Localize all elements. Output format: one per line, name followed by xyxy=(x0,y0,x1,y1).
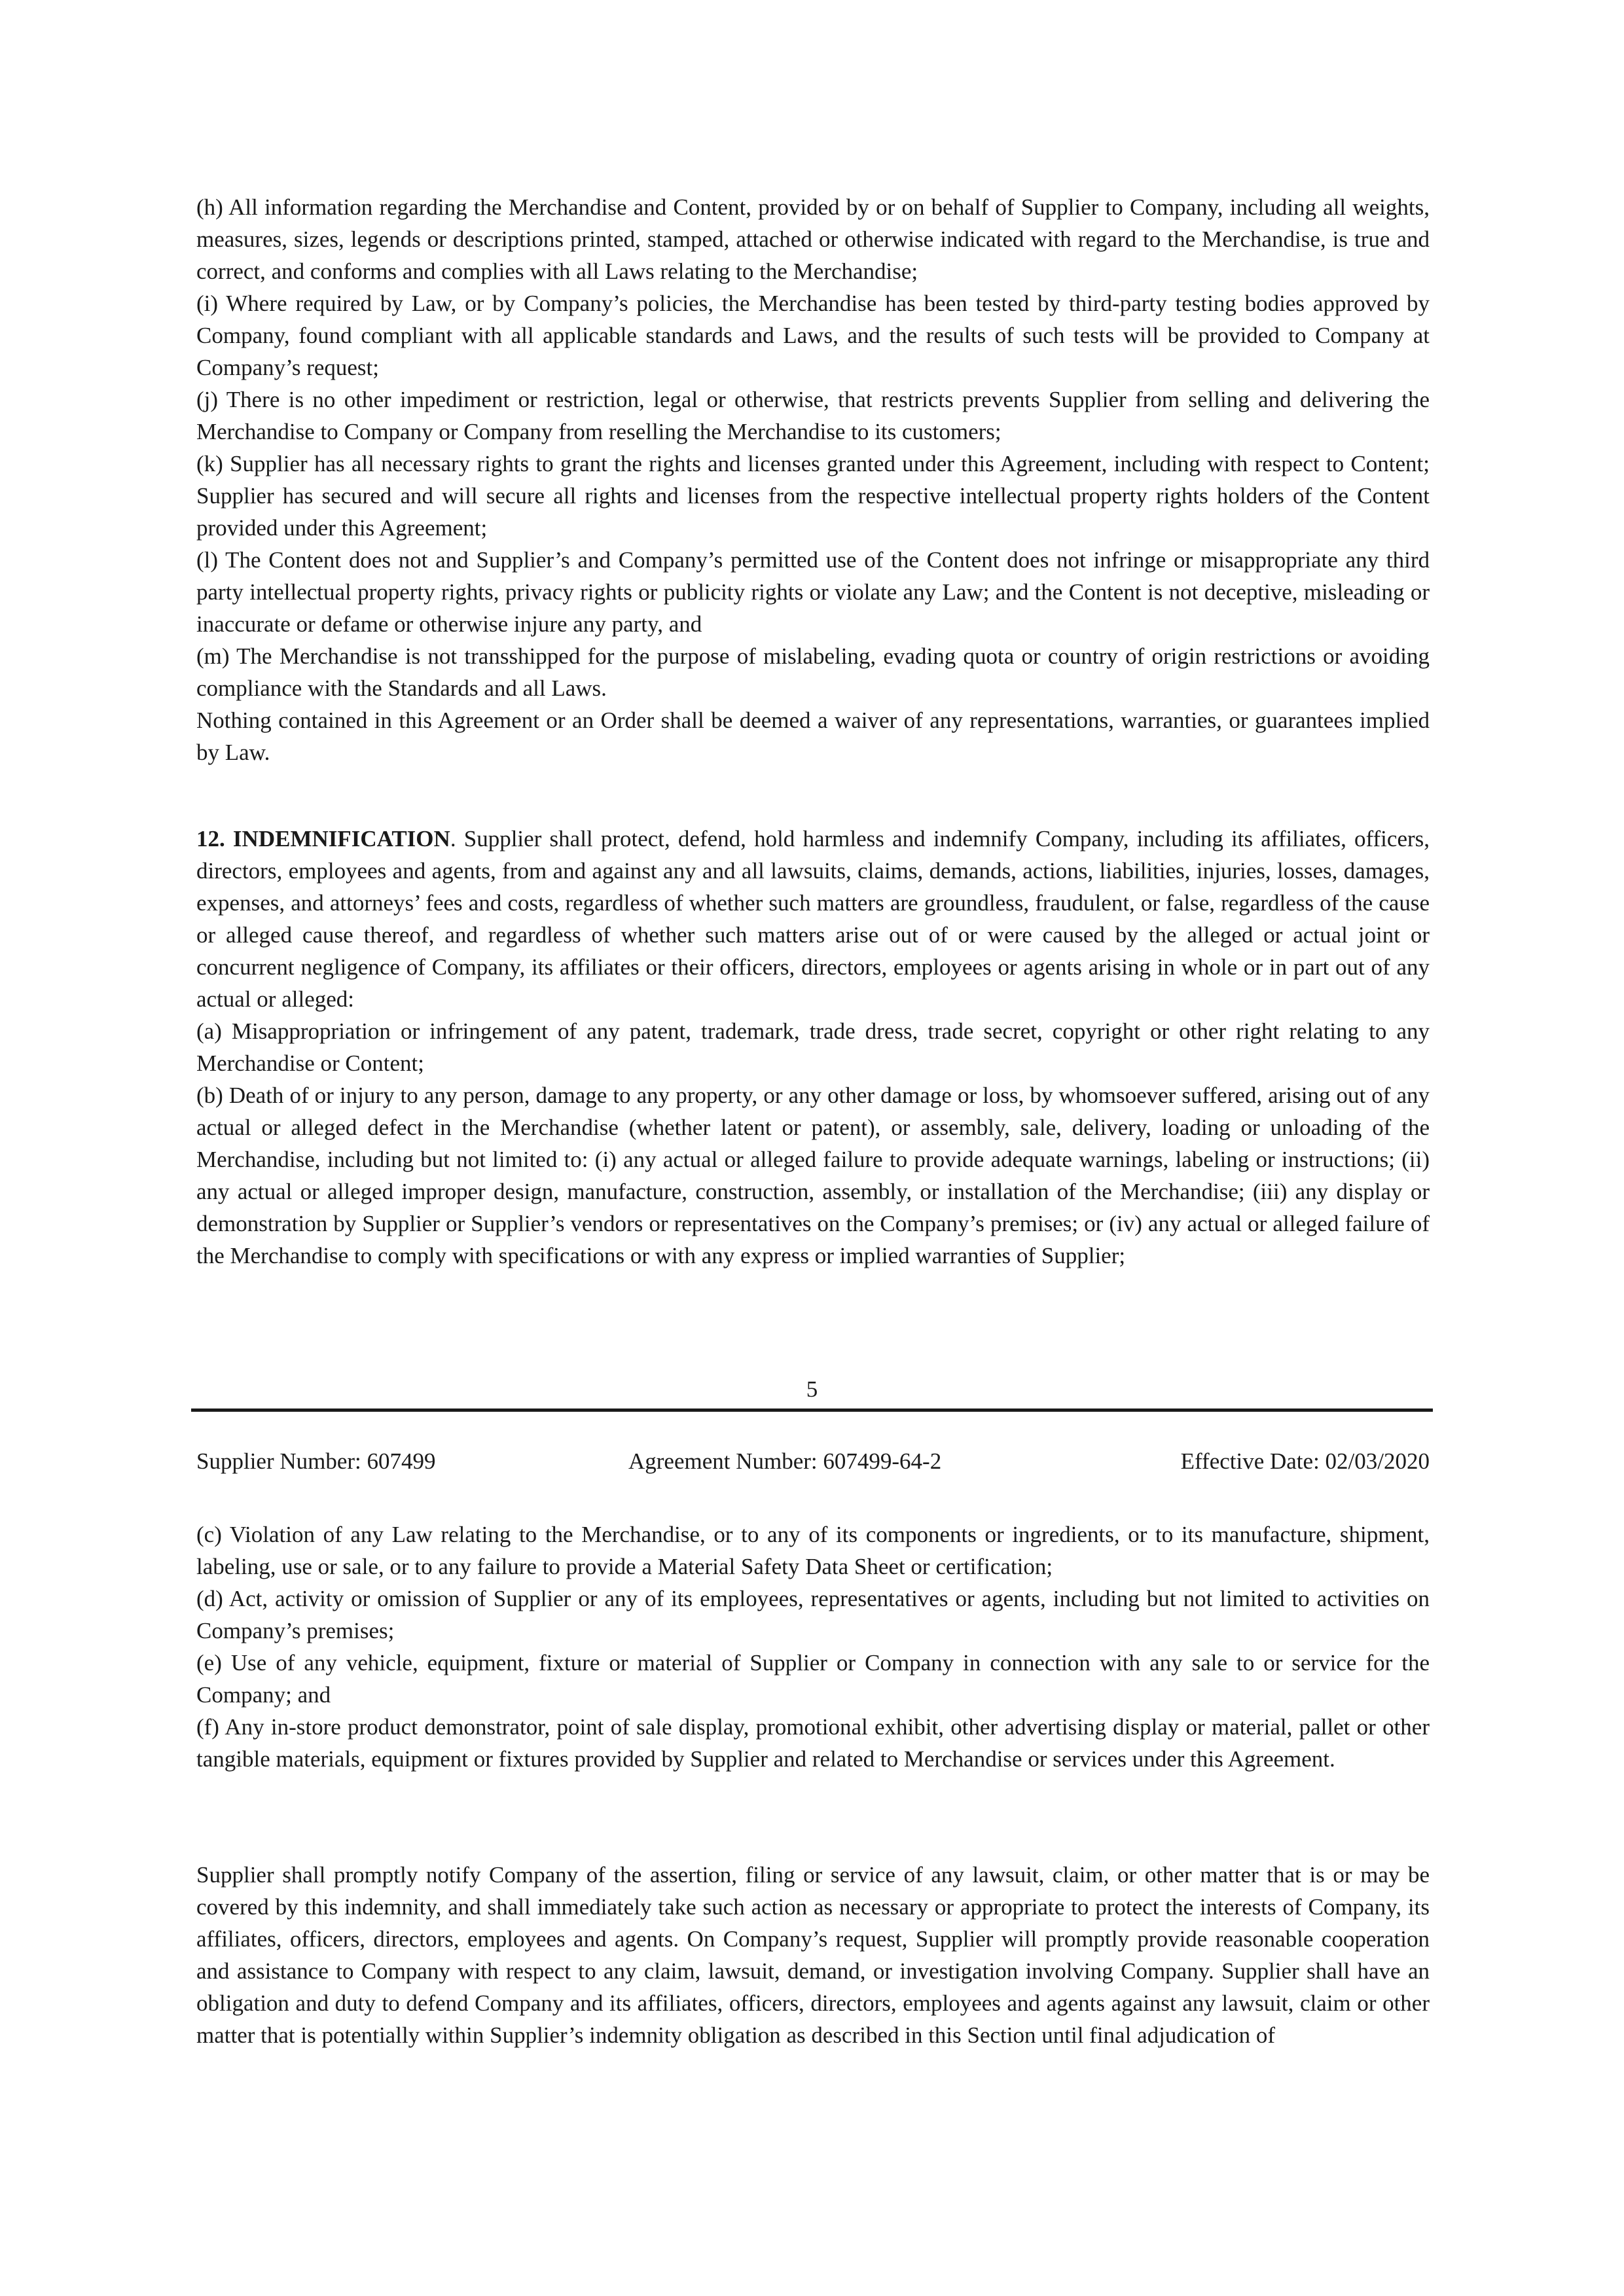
warranty-l: (l) The Content does not and Supplier’s and Company’s permitted use of the Content does not infringe or misappropriate any third party intellectual property rights, privacy rights or publicity rights or violate any Law; and the Content is not deceptive, misleading or inaccurate or defame or otherwise injure any party, and xyxy=(196,547,1430,637)
warranty-h: (h) All information regarding the Merchandise and Content, provided by or on behalf of Supplier to Company, including all weights, measures, sizes, legends or descriptions printed, stamped, attached or otherwise indicated with regard to the Merchandise, is true and correct, and conforms and complies with all Laws relating to the Merchandise; xyxy=(196,194,1430,284)
warranty-m: (m) The Merchandise is not transshipped for the purpose of mislabeling, evading quota or country of origin restrictions or avoiding compliance with the Standards and all Laws. xyxy=(196,643,1430,701)
notification-paragraph-block xyxy=(196,1859,1430,2051)
warranty-i: (i) Where required by Law, or by Company’s policies, the Merchandise has been tested by third-party testing bodies approved by Company, found compliant with all applicable standards and Laws, and the results of such tests will be provided to Company at Company’s request; xyxy=(196,291,1430,380)
indemnification-section xyxy=(196,823,1430,1272)
indemnification-intro xyxy=(196,823,1430,1015)
indemnity-item-c: (c) Violation of any Law relating to the Merchandise, or to any of its components or ingredients, or to its manufacture, shipment, labeling, use or sale, or to any failure to provide a Material Safety Data Sheet or certification; xyxy=(196,1522,1430,1579)
indemnity-item-f: (f) Any in-store product demonstrator, point of sale display, promotional exhibit, other advertising display or material, pallet or other tangible materials, equipment or fixtures provided by Supplier and related to Merchandise or services under this Agreement. xyxy=(196,1714,1430,1772)
indemnity-item-b: (b) Death of or injury to any person, damage to any property, or any other damage or loss, by whomsoever suffered, arising out of any actual or alleged defect in the Merchandise (whether latent or patent), or assembly, sale, delivery, loading or unloading of the Merchandise, including but not limited to: (i) any actual or alleged failure to provide adequate warnings, labeling or instructions; (ii) any actual or alleged improper design, manufacture, construction, assembly, or installation of the Merchandise; (iii) any display or demonstration by Supplier or Supplier’s vendors or representatives on the Company’s premises; or (iv) any actual or alleged failure of the Merchandise to comply with specifications or with any express or implied warranties of Supplier; xyxy=(196,1083,1430,1268)
indemnity-item-a: (a) Misappropriation or infringement of any patent, trademark, trade dress, trade secret, copyright or other right relating to any Merchandise or Content; xyxy=(196,1018,1430,1076)
section-heading: 12. INDEMNIFICATION xyxy=(196,826,450,852)
effective-date: Effective Date: 02/03/2020 xyxy=(1180,1448,1430,1474)
page-number: 5 xyxy=(806,1376,818,1402)
warranties-closing: Nothing contained in this Agreement or an Order shall be deemed a waiver of any representations, warranties, or guarantees implied by Law. xyxy=(196,708,1430,765)
indemnity-item-e: (e) Use of any vehicle, equipment, fixture or material of Supplier or Company in connection with any sale to or service for the Company; and xyxy=(196,1650,1430,1708)
supplier-number: Supplier Number: 607499 xyxy=(196,1448,436,1474)
warranty-k: (k) Supplier has all necessary rights to grant the rights and licenses granted under this Agreement, including with respect to Content; Supplier has secured and will secure all rights and licenses from the respective intellectual property rights holders of the Content provided under this Agreement; xyxy=(196,451,1430,541)
warranty-j: (j) There is no other impediment or restriction, legal or otherwise, that restricts prevents Supplier from selling and delivering the Merchandise to Company or Company from reselling the Merchandise to its customers; xyxy=(196,387,1430,444)
notification-paragraph: Supplier shall promptly notify Company of the assertion, filing or service of any lawsuit, claim, or other matter that is or may be covered by this indemnity, and shall immediately take such action as necessary or appropriate to protect the interests of Company, its affiliates, officers, directors, employees and agents. On Company’s request, Supplier will promptly provide reasonable cooperation and assistance to Company with respect to any claim, lawsuit, demand, or investigation involving Company. Supplier shall have an obligation and duty to defend Company and its affiliates, officers, directors, employees and agents against any lawsuit, claim or other matter that is potentially within Supplier’s indemnity obligation as described in this Section until final adjudication of xyxy=(196,1862,1430,2048)
warranties-section xyxy=(196,191,1430,768)
agreement-number: Agreement Number: 607499-64-2 xyxy=(628,1448,942,1474)
indemnification-continued xyxy=(196,1518,1430,1775)
page-divider xyxy=(191,1408,1433,1412)
indemnification-intro-text: . Supplier shall protect, defend, hold harmless and indemnify Company, including its affiliates, officers, directors, employees and agents, from and against any and all lawsuits, claims, demands, actions, liabilities, injuries, losses, damages, expenses, and attorneys’ fees and costs, regardless of whether such matters are groundless, fraudulent, or false, regardless of the cause or alleged cause thereof, and regardless of whether such matters arise out of or were caused by the alleged or actual joint or concurrent negligence of Company, its affiliates or their officers, directors, employees or agents arising in whole or in part out of any actual or alleged: xyxy=(196,826,1430,1012)
indemnity-item-d: (d) Act, activity or omission of Supplier or any of its employees, representatives or agents, including but not limited to activities on Company’s premises; xyxy=(196,1586,1430,1643)
